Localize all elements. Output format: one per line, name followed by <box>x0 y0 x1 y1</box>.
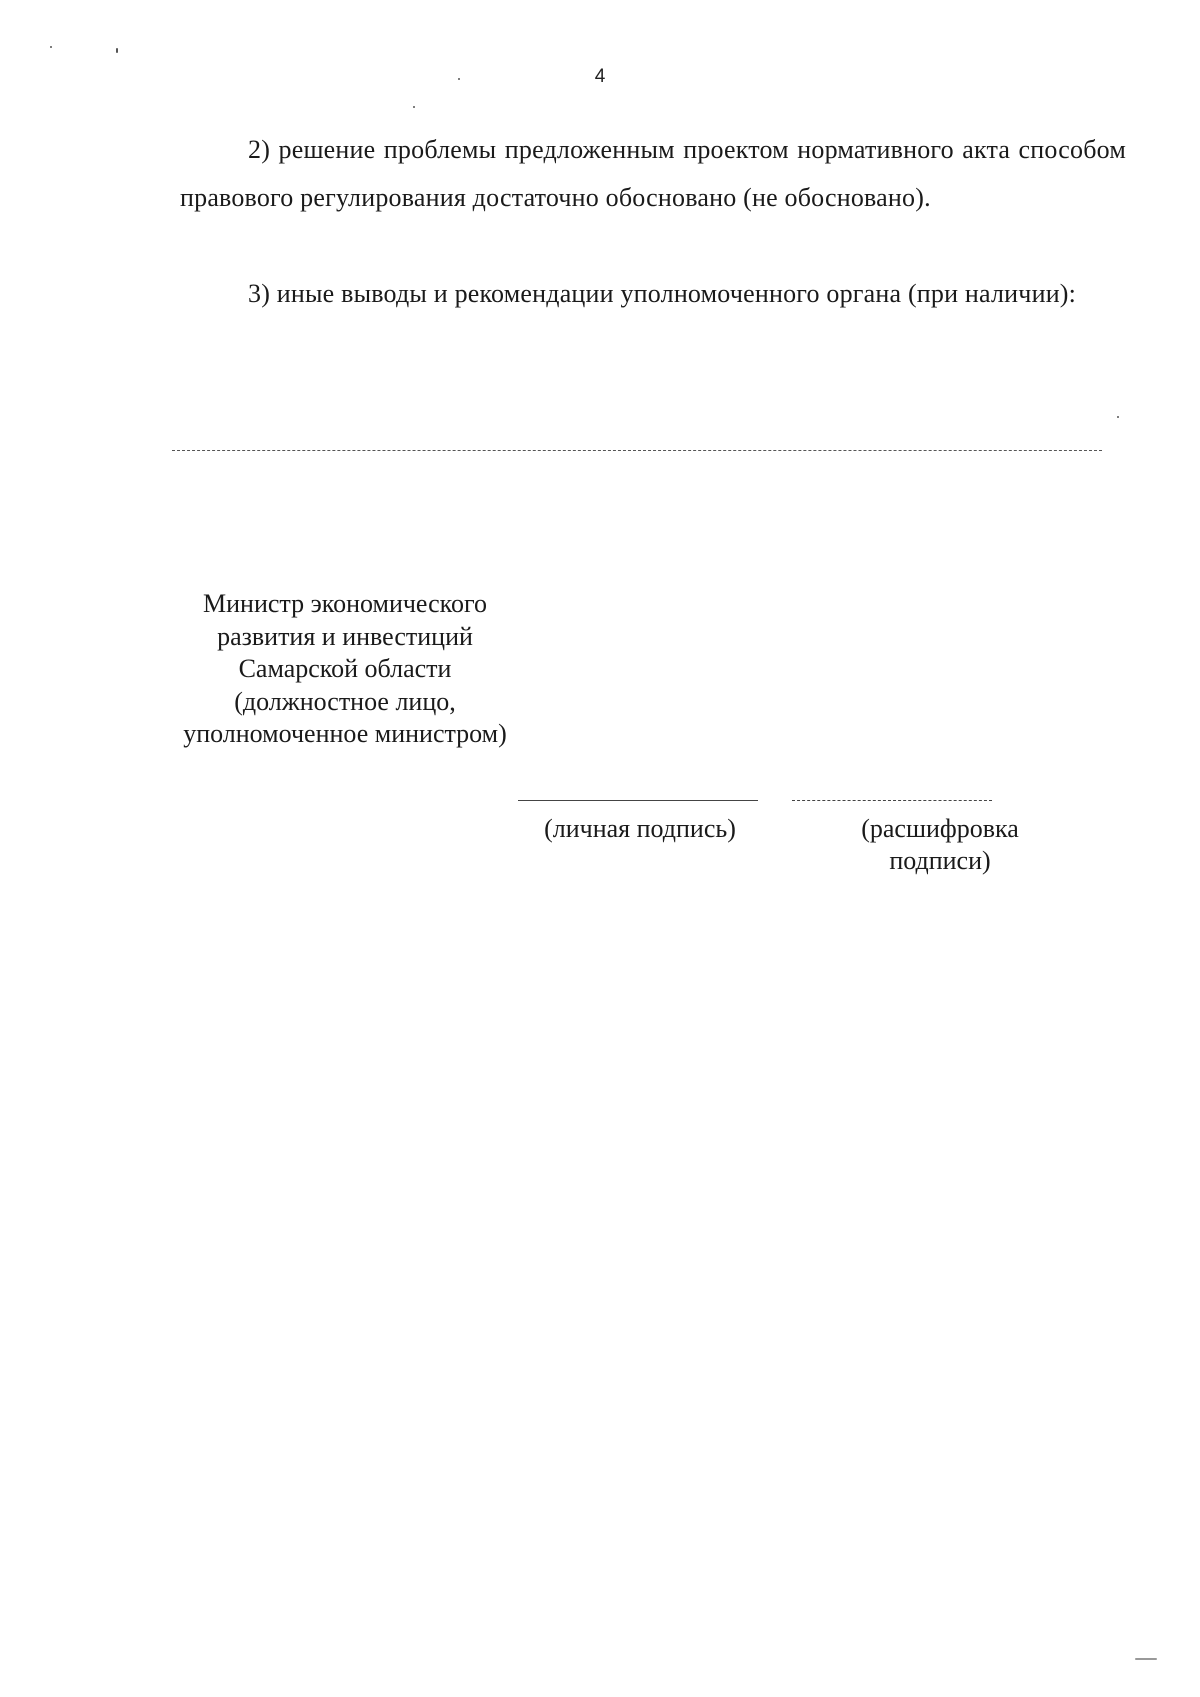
page-number: 4 <box>594 66 606 87</box>
scan-speck <box>1135 1658 1157 1660</box>
scan-speck <box>50 46 52 48</box>
signature-decoding-caption: (расшифровка подписи) <box>861 814 1019 875</box>
fill-in-line <box>172 450 1102 451</box>
scan-speck <box>413 106 415 108</box>
conclusion-item-3: 3) иные выводы и рекомендации уполномоченного органа (при наличии): <box>248 279 1077 308</box>
scan-speck <box>1117 416 1119 418</box>
signature-decoding-line <box>792 800 992 801</box>
personal-signature-line <box>518 800 758 801</box>
personal-signature-caption: (личная подпись) <box>544 814 736 843</box>
scan-speck <box>116 48 118 53</box>
conclusion-item-2: 2) решение проблемы предложенным проектом нормативного акта способом правового регулирования достаточно обосновано (не обосновано). <box>180 135 1126 212</box>
scan-speck <box>458 78 460 80</box>
official-title: Министр экономического развития и инвестиций Самарской области (должностное лицо, уполномоченное министром) <box>183 589 507 748</box>
